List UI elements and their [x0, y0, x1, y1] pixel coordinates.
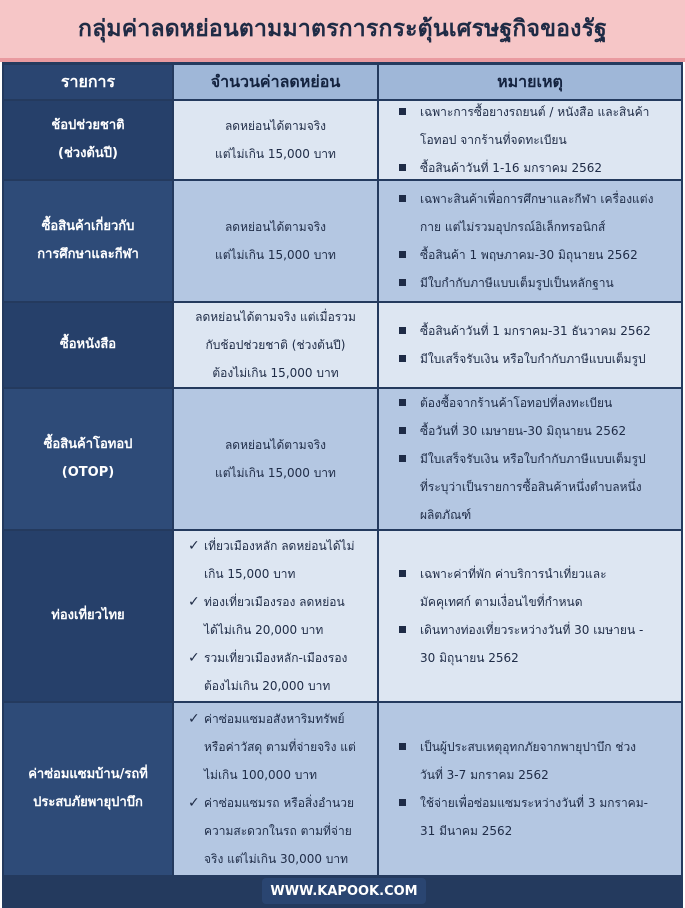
note-item — [399, 560, 675, 616]
note-line: ที่ระบุว่าเป็นรายการซื้อสินค้าหนึ่งตำบลหนึ่ง — [420, 480, 642, 494]
row-4-item — [4, 389, 172, 529]
row-3-item — [4, 303, 172, 387]
row-3-item-line: ซื้อหนังสือ — [59, 337, 117, 352]
checkmark-icon: ✓ — [188, 594, 200, 610]
row-4-amount-line: ลดหย่อนได้ตามจริง — [224, 438, 327, 452]
row-6-notes — [379, 703, 681, 875]
square-bullet-icon — [399, 743, 406, 750]
row-1-amount — [174, 101, 377, 179]
amount-line: จริง แต่ไม่เกิน 30,000 บาท — [204, 852, 349, 866]
row-5-item — [4, 531, 172, 701]
deduction-table — [2, 62, 683, 908]
note-item — [399, 154, 675, 182]
note-line: 30 มิถุนายน 2562 — [420, 651, 519, 665]
amount-line: ค่าซ่อมแซมรถ หรือสิ่งอำนวย — [204, 796, 355, 810]
note-line: ผลิตภัณฑ์ — [420, 508, 472, 522]
amount-check-item — [188, 789, 356, 873]
column-header-item: รายการ — [4, 65, 172, 99]
note-line: ซื้อสินค้า 1 พฤษภาคม-30 มิถุนายน 2562 — [420, 248, 638, 262]
row-5-amount — [174, 531, 377, 701]
amount-line: ได้ไม่เกิน 20,000 บาท — [204, 623, 324, 637]
square-bullet-icon — [399, 399, 406, 406]
note-line: เดินทางท่องเที่ยวระหว่างวันที่ 30 เมษายน - — [420, 623, 644, 637]
note-line: กาย แต่ไม่รวมอุปกรณ์อิเล็กทรอนิกส์ — [420, 220, 606, 234]
column-header-note: หมายเหตุ — [379, 65, 681, 99]
checkmark-icon: ✓ — [188, 795, 200, 811]
row-2-amount-line: ลดหย่อนได้ตามจริง — [224, 220, 327, 234]
square-bullet-icon — [399, 195, 406, 202]
amount-check-item — [188, 644, 354, 700]
row-1-amount-line: แต่ไม่เกิน 15,000 บาท — [215, 147, 336, 161]
checkmark-icon: ✓ — [188, 711, 200, 727]
note-line: เฉพาะค่าที่พัก ค่าบริการนำเที่ยวและ — [420, 567, 607, 581]
row-3-amount-line: กับช้อปช่วยชาติ (ช่วงต้นปี) — [205, 338, 346, 352]
row-3-amount-line: ลดหย่อนได้ตามจริง แต่เมื่อรวม — [195, 310, 356, 324]
row-1-item-line: ช้อปช่วยชาติ — [51, 118, 125, 133]
square-bullet-icon — [399, 799, 406, 806]
row-6-item-line: ประสบภัยพายุปาบึก — [33, 795, 143, 810]
amount-check-item — [188, 705, 356, 789]
note-item — [399, 445, 675, 529]
row-1-item-line: (ช่วงต้นปี) — [58, 146, 118, 161]
note-line: ต้องซื้อจากร้านค้าโอทอปที่ลงทะเบียน — [420, 396, 613, 410]
amount-line: หรือค่าวัสดุ ตามที่จ่ายจริง แต่ — [204, 740, 356, 754]
note-item — [399, 269, 675, 297]
amount-line: ความสะดวกในรถ ตามที่จ่าย — [204, 824, 352, 838]
square-bullet-icon — [399, 251, 406, 258]
amount-line: ค่าซ่อมแซมอสังหาริมทรัพย์ — [204, 712, 345, 726]
row-2-item — [4, 181, 172, 301]
amount-check-item — [188, 588, 354, 644]
square-bullet-icon — [399, 108, 406, 115]
row-2-amount-line: แต่ไม่เกิน 15,000 บาท — [215, 248, 336, 262]
amount-line: ต้องไม่เกิน 20,000 บาท — [204, 679, 331, 693]
note-line: มีใบเสร็จรับเงิน หรือใบกำกับภาษีแบบเต็มรูป — [420, 452, 646, 466]
note-item — [399, 733, 675, 789]
row-3-notes — [379, 303, 681, 387]
square-bullet-icon — [399, 327, 406, 334]
checkmark-icon: ✓ — [188, 650, 200, 666]
note-line: ซื้อวันที่ 30 เมษายน-30 มิถุนายน 2562 — [420, 424, 627, 438]
note-item — [399, 317, 675, 345]
note-line: เฉพาะสินค้าเพื่อการศึกษาและกีฬา เครื่องแต่ง — [420, 192, 654, 206]
square-bullet-icon — [399, 164, 406, 171]
row-1-notes — [379, 101, 681, 179]
page-title: กลุ่มค่าลดหย่อนตามมาตรการกระตุ้นเศรษฐกิจของรัฐ — [77, 16, 608, 42]
note-line: วันที่ 3-7 มกราคม 2562 — [420, 768, 549, 782]
row-6-amount — [174, 703, 377, 875]
note-line: มีใบเสร็จรับเงิน หรือใบกำกับภาษีแบบเต็มรูป — [420, 352, 646, 366]
row-3-amount-line: ต้องไม่เกิน 15,000 บาท — [212, 366, 339, 380]
row-4-notes — [379, 389, 681, 529]
row-2-item-line: ซื้อสินค้าเกี่ยวกับ — [41, 219, 135, 234]
note-line: ซื้อสินค้าวันที่ 1 มกราคม-31 ธันวาคม 2562 — [420, 324, 651, 338]
square-bullet-icon — [399, 455, 406, 462]
amount-line: ไม่เกิน 100,000 บาท — [204, 768, 318, 782]
square-bullet-icon — [399, 427, 406, 434]
row-2-item-line: การศึกษาและกีฬา — [37, 247, 139, 262]
row-3-amount — [174, 303, 377, 387]
note-item — [399, 417, 675, 445]
note-item — [399, 389, 675, 417]
row-4-amount-line: แต่ไม่เกิน 15,000 บาท — [215, 466, 336, 480]
square-bullet-icon — [399, 626, 406, 633]
square-bullet-icon — [399, 570, 406, 577]
amount-line: เกิน 15,000 บาท — [204, 567, 296, 581]
amount-line: เที่ยวเมืองหลัก ลดหย่อนได้ไม่ — [204, 539, 355, 553]
square-bullet-icon — [399, 355, 406, 362]
row-2-notes — [379, 181, 681, 301]
row-6-item — [4, 703, 172, 875]
note-item — [399, 345, 675, 373]
note-item — [399, 241, 675, 269]
row-5-notes — [379, 531, 681, 701]
note-line: มีใบกำกับภาษีแบบเต็มรูปเป็นหลักฐาน — [420, 276, 614, 290]
row-4-item-line: ซื้อสินค้าโอทอป — [43, 437, 133, 452]
amount-check-item — [188, 532, 354, 588]
amount-line: รวมเที่ยวเมืองหลัก-เมืองรอง — [204, 651, 348, 665]
title-bar — [0, 0, 685, 62]
note-line: เป็นผู้ประสบเหตุอุทกภัยจากพายุปาบึก ช่วง — [420, 740, 637, 754]
note-line: มัคคุเทศก์ ตามเงื่อนไขที่กำหนด — [420, 595, 583, 609]
row-4-item-line: (OTOP) — [61, 465, 115, 480]
amount-line: ท่องเที่ยวเมืองรอง ลดหย่อน — [204, 595, 345, 609]
row-2-amount — [174, 181, 377, 301]
note-line: ใช้จ่ายเพื่อซ่อมแซมระหว่างวันที่ 3 มกราคม- — [420, 796, 648, 810]
row-4-amount — [174, 389, 377, 529]
note-item — [399, 616, 675, 672]
note-item — [399, 98, 675, 154]
note-item — [399, 789, 675, 845]
square-bullet-icon — [399, 279, 406, 286]
column-header-amount: จำนวนค่าลดหย่อน — [174, 65, 377, 99]
checkmark-icon: ✓ — [188, 538, 200, 554]
note-line: โอทอป จากร้านที่จดทะเบียน — [420, 133, 567, 147]
note-line: ซื้อสินค้าวันที่ 1-16 มกราคม 2562 — [420, 161, 603, 175]
footer-watermark: WWW.KAPOOK.COM — [262, 878, 426, 904]
row-1-item — [4, 101, 172, 179]
note-item — [399, 185, 675, 241]
note-line: เฉพาะการซื้อยางรถยนต์ / หนังสือ และสินค้า — [420, 105, 650, 119]
row-1-amount-line: ลดหย่อนได้ตามจริง — [224, 119, 327, 133]
row-6-item-line: ค่าซ่อมแซมบ้าน/รถที่ — [28, 767, 148, 782]
row-5-item-line: ท่องเที่ยวไทย — [51, 608, 125, 623]
note-line: 31 มีนาคม 2562 — [420, 824, 513, 838]
